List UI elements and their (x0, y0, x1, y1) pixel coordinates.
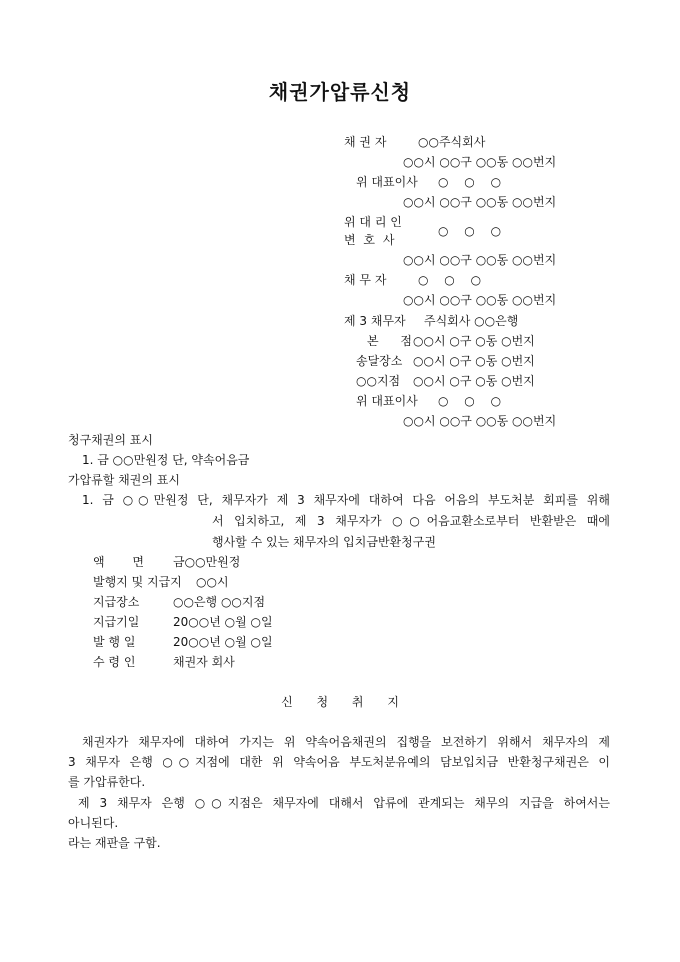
third-rep-name: ○ ○ ○ (438, 394, 508, 408)
hq-label: 본 점 (367, 334, 412, 348)
third-rep-label: 위 대표이사 (356, 394, 418, 408)
creditor-rep-label: 위 대표이사 (356, 175, 418, 189)
detail-value: ○○시 (196, 575, 229, 589)
detail-label: 지급기일 (93, 615, 140, 629)
detail-value: 20○○년 ○월 ○일 (173, 635, 273, 649)
purpose-p2-line-1: 제 3 채무자 은행 ○○지점은 채무자에 대해서 압류에 관계되는 채무의 지급을 하여서는 (78, 796, 610, 810)
detail-value: ○○은행 ○○지점 (173, 595, 266, 609)
agent-name: ○ ○ ○ (438, 224, 508, 238)
agent-address: ○○시 ○○구 ○○동 ○○번지 (403, 253, 557, 267)
branch-label: ○○지점 (356, 374, 401, 388)
creditor-rep-address: ○○시 ○○구 ○○동 ○○번지 (403, 195, 557, 209)
purpose-heading: 신 청 취 지 (281, 695, 399, 709)
debtor-label: 채 무 자 (344, 273, 387, 287)
agent-label-2: 변 호 사 (344, 233, 397, 247)
agent-label-1: 위 대 리 인 (344, 215, 402, 229)
document-title: 채권가압류신청 (268, 80, 412, 104)
third-rep-address: ○○시 ○○구 ○○동 ○○번지 (403, 414, 557, 428)
service-label: 송달장소 (356, 354, 403, 368)
purpose-p1-line-2: 3 채무자 은행 ○○지점에 대한 위 약속어음 부도처분유예의 담보입치금 반환청구채권은 이 (68, 755, 610, 769)
creditor-name: ○○주식회사 (418, 135, 486, 149)
debtor-address: ○○시 ○○구 ○○동 ○○번지 (403, 293, 557, 307)
detail-label: 수 령 인 (93, 655, 136, 669)
detail-value: 채권자 회사 (173, 655, 235, 669)
third-debtor-label: 제 3 채무자 (344, 314, 406, 328)
purpose-p2-line-2: 아니된다. (68, 816, 119, 830)
seized-item-line-3: 행사할 수 있는 채무자의 입치금반환청구권 (212, 535, 436, 549)
service-address: ○○시 ○구 ○동 ○번지 (413, 354, 535, 368)
hq-address: ○○시 ○구 ○동 ○번지 (413, 334, 535, 348)
detail-label: 지급장소 (93, 595, 140, 609)
creditor-rep-name: ○ ○ ○ (438, 175, 508, 189)
detail-label: 액 면 (93, 555, 144, 569)
seized-heading: 가압류할 채권의 표시 (68, 473, 180, 487)
closing-text: 라는 재판을 구함. (68, 836, 161, 850)
branch-address: ○○시 ○구 ○동 ○번지 (413, 374, 535, 388)
purpose-p1-line-3: 를 가압류한다. (68, 775, 146, 789)
debtor-name: ○ ○ ○ (418, 273, 488, 287)
detail-label: 발행지 및 지급지 (93, 575, 182, 589)
creditor-address: ○○시 ○○구 ○○동 ○○번지 (403, 155, 557, 169)
seized-item-line-1: 1. 금 ○○만원정 단, 채무자가 제 3 채무자에 대하여 다음 어음의 부도처분 회피를 위해 (82, 493, 610, 507)
claim-heading: 청구채권의 표시 (68, 433, 153, 447)
detail-value: 금○○만원정 (173, 555, 241, 569)
creditor-label: 채 권 자 (344, 135, 387, 149)
third-debtor-name: 주식회사 ○○은행 (424, 314, 519, 328)
detail-label: 발 행 일 (93, 635, 136, 649)
detail-value: 20○○년 ○월 ○일 (173, 615, 273, 629)
claim-item: 1. 금 ○○만원정 단, 약속어음금 (82, 453, 250, 467)
seized-item-line-2: 서 입치하고, 제 3 채무자가 ○○어음교환소로부터 반환받은 때에 (212, 514, 610, 528)
purpose-p1-line-1: 채권자가 채무자에 대하여 가지는 위 약속어음채권의 집행을 보전하기 위해서 채무자의 제 (82, 735, 610, 749)
